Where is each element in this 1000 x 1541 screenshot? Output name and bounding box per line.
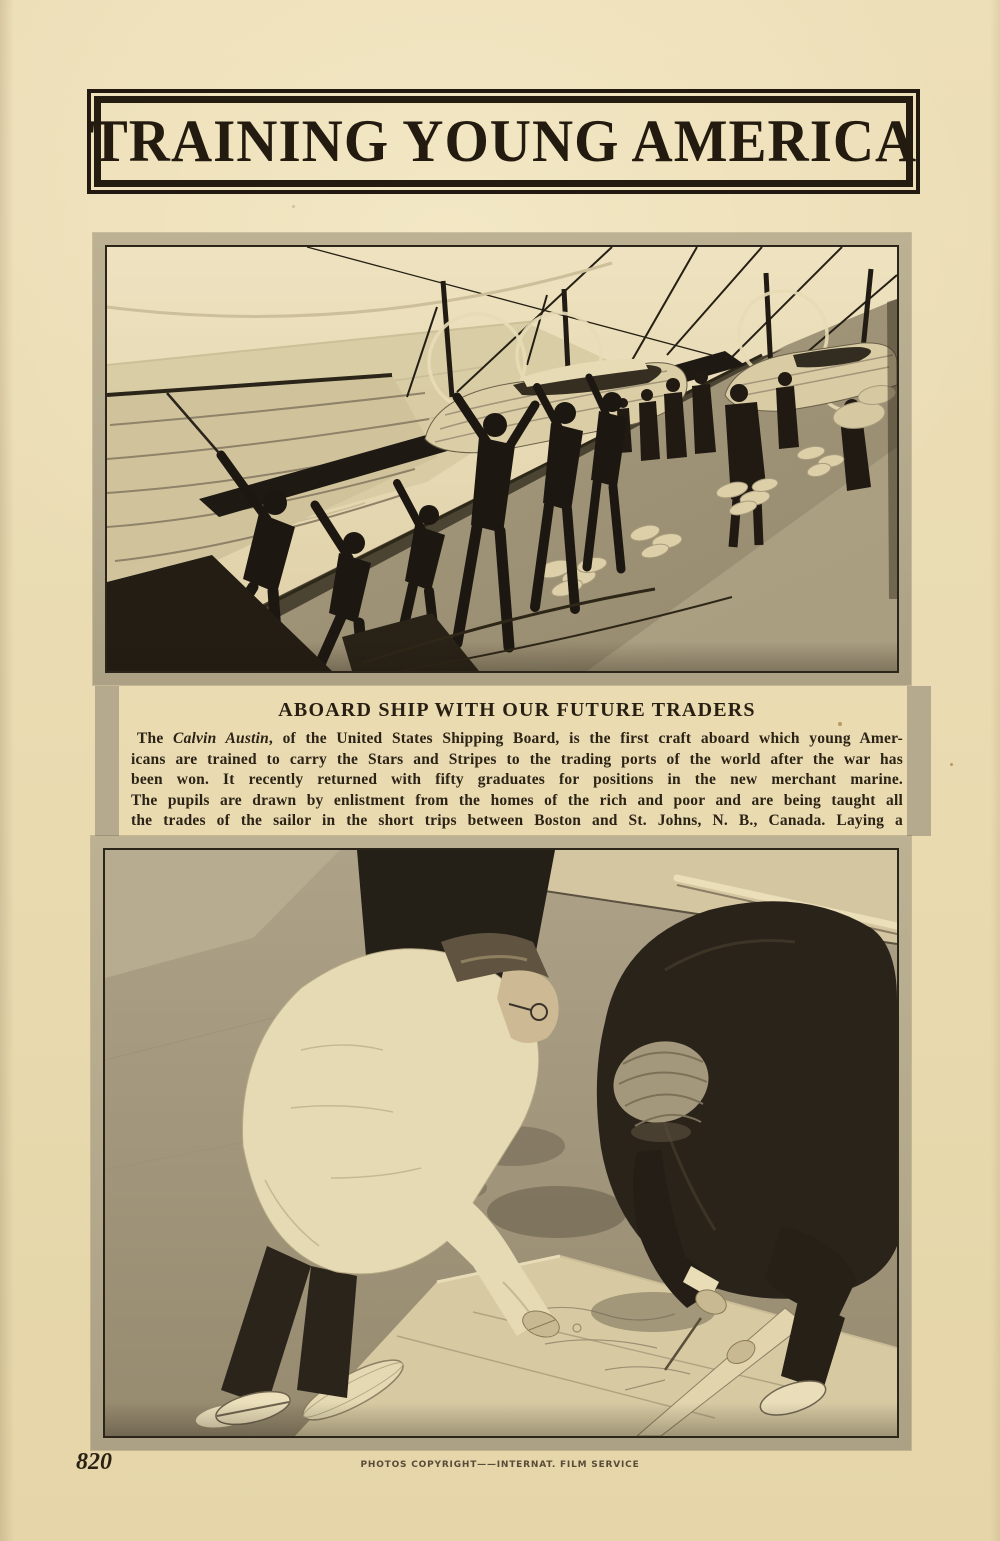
paper-speck [838, 722, 842, 726]
bottom-photo [103, 848, 899, 1438]
page-number: 820 [76, 1449, 112, 1475]
top-photo [105, 245, 899, 673]
top-photo-frame [93, 233, 911, 685]
caption-text: , of the United States Shipping Board, is the first craft aboard which young Amer- [268, 730, 903, 747]
caption-line: The pupils are drawn by enlistment from the homes of the rich and poor and are being taught all [131, 791, 903, 809]
photo-vignette [105, 1402, 897, 1436]
paper-speck [950, 763, 953, 766]
caption-box [95, 686, 931, 836]
photo-credit: PHOTOS COPYRIGHT——INTERNAT. FILM SERVICE [360, 1460, 640, 1470]
paper-speck [292, 205, 295, 208]
title-banner-inner-rule [89, 96, 918, 187]
caption-line: been won. It recently returned with fifty graduates for positions in the new merchant marine. [131, 771, 903, 789]
caption-heading: ABOARD SHIP WITH OUR FUTURE TRADERS [278, 699, 756, 721]
chart-reading-photo-illustration [105, 850, 897, 1436]
bottom-photo-frame [91, 836, 911, 1450]
page-title: TRAINING YOUNG AMERICA [89, 108, 918, 175]
title-banner [87, 89, 920, 194]
ship-deck-photo-illustration [107, 247, 897, 671]
caption-line: icans are trained to carry the Stars and Stripes to the trading ports of the world after the war has [131, 750, 903, 768]
caption-line [131, 729, 903, 750]
caption-line: the trades of the sailor in the short trips between Boston and St. Johns, N. B., Canada. Laying a [131, 812, 903, 830]
ship-name: Calvin Austin [173, 730, 269, 747]
caption-text: The [137, 730, 174, 747]
